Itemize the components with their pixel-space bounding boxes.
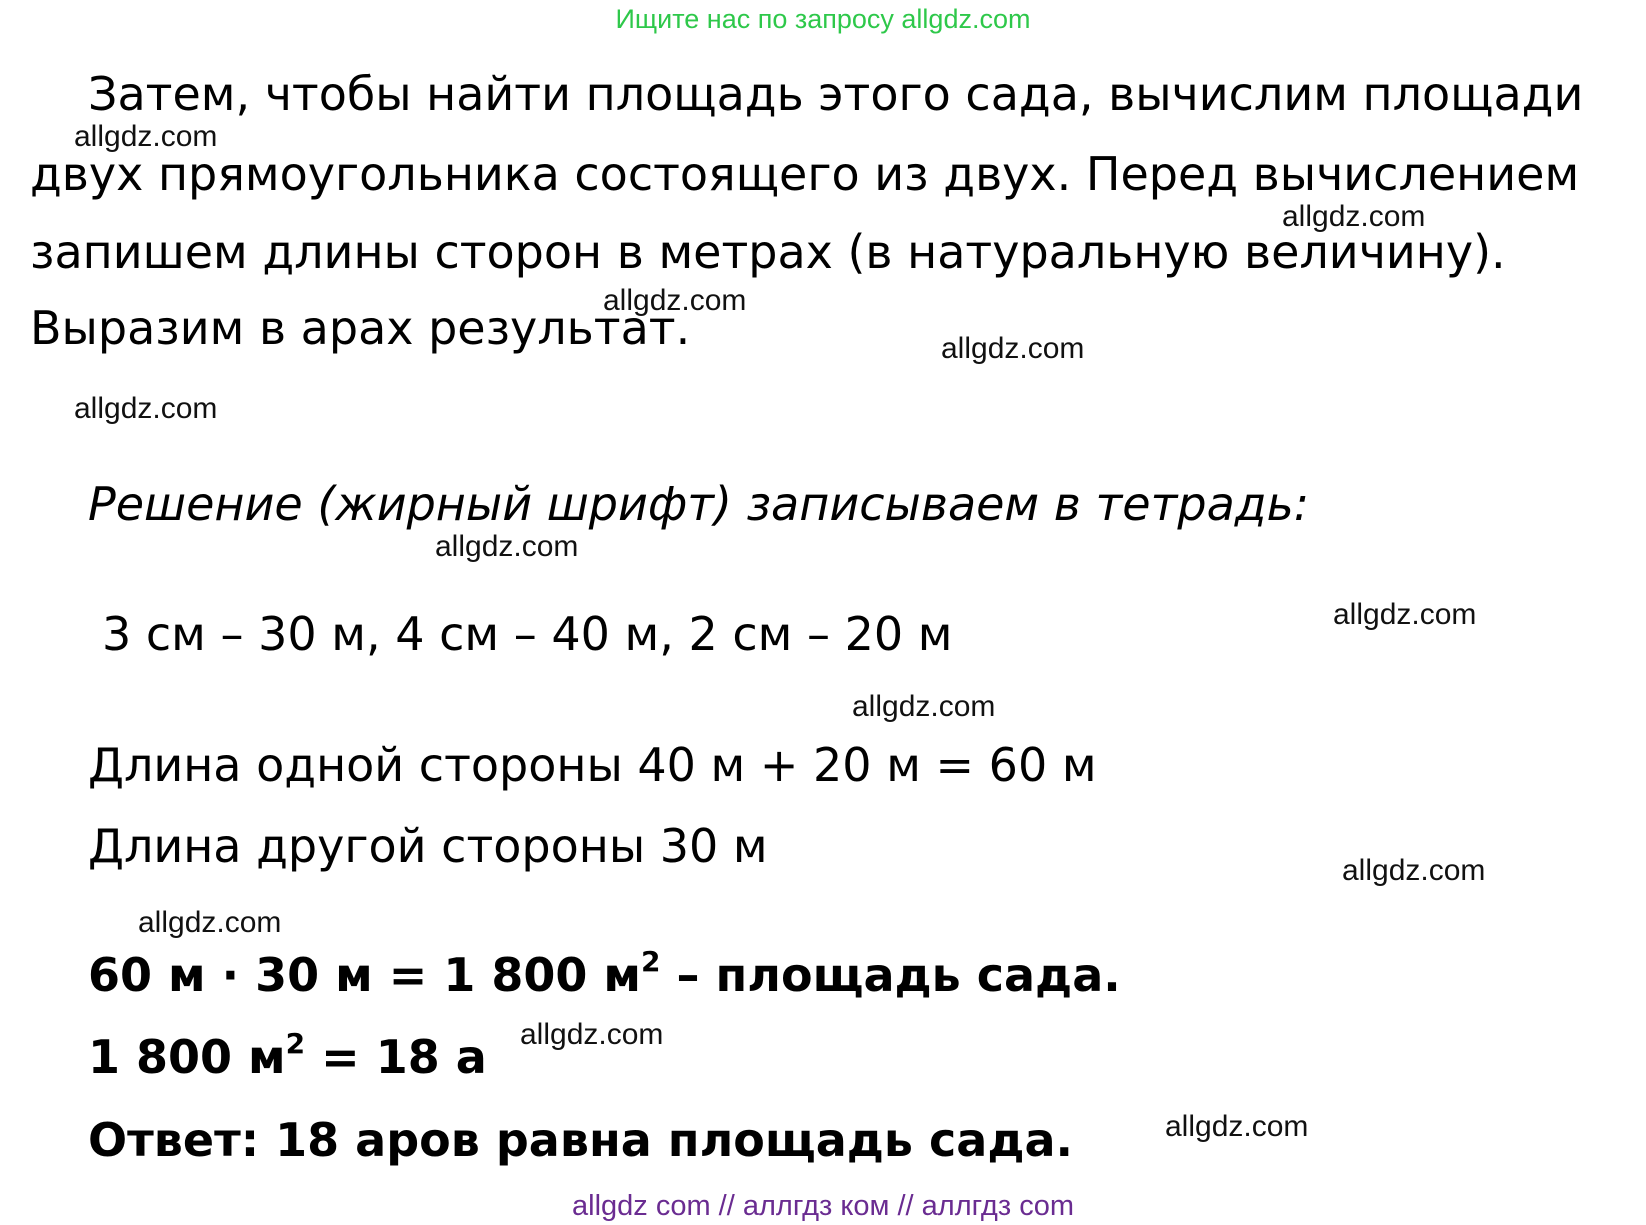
side-length-2: Длина другой стороны 30 м [88,819,768,873]
paragraph-line-3: запишем длины сторон в метрах (в натуральную величину). [30,225,1506,279]
watermark: allgdz.com [941,332,1085,365]
unit-conversions: 3 см – 30 м, 4 см – 40 м, 2 см – 20 м [102,607,953,661]
conversion-exponent: 2 [285,1026,306,1060]
watermark: allgdz.com [74,120,218,153]
watermark: allgdz.com [852,690,996,723]
answer-line: Ответ: 18 аров равна площадь сада. [88,1113,1073,1167]
watermark: allgdz.com [603,284,747,317]
area-conversion-left: 1 800 м [88,1030,286,1084]
area-conversion-right: = 18 а [305,1030,487,1084]
watermark: allgdz.com [1165,1110,1309,1143]
area-conversion [88,1026,487,1085]
site-footer: allgdz com // аллгдз ком // аллгдз com [572,1190,1074,1222]
watermark: allgdz.com [1282,200,1426,233]
site-banner: Ищите нас по запросу allgdz.com [615,4,1031,34]
paragraph-line-2: двух прямоугольника состоящего из двух. Перед вычислением [30,147,1580,201]
watermark: allgdz.com [435,530,579,563]
paragraph-line-1: Затем, чтобы найти площадь этого сада, вычислим площади [88,67,1584,121]
watermark: allgdz.com [520,1018,664,1051]
watermark: allgdz.com [74,392,218,425]
paragraph-line-4: Выразим в арах результат. [30,301,691,355]
area-exponent: 2 [641,944,661,978]
solution-heading: Решение (жирный шрифт) записываем в тетрадь: [88,477,1310,531]
side-length-1: Длина одной стороны 40 м + 20 м = 60 м [88,738,1097,792]
area-calculation-right: – площадь сада. [660,948,1121,1002]
watermark: allgdz.com [138,906,282,939]
watermark: allgdz.com [1342,854,1486,887]
watermark: allgdz.com [1333,598,1477,631]
area-calculation [88,944,1121,1003]
area-calculation-left: 60 м · 30 м = 1 800 м [88,948,641,1002]
